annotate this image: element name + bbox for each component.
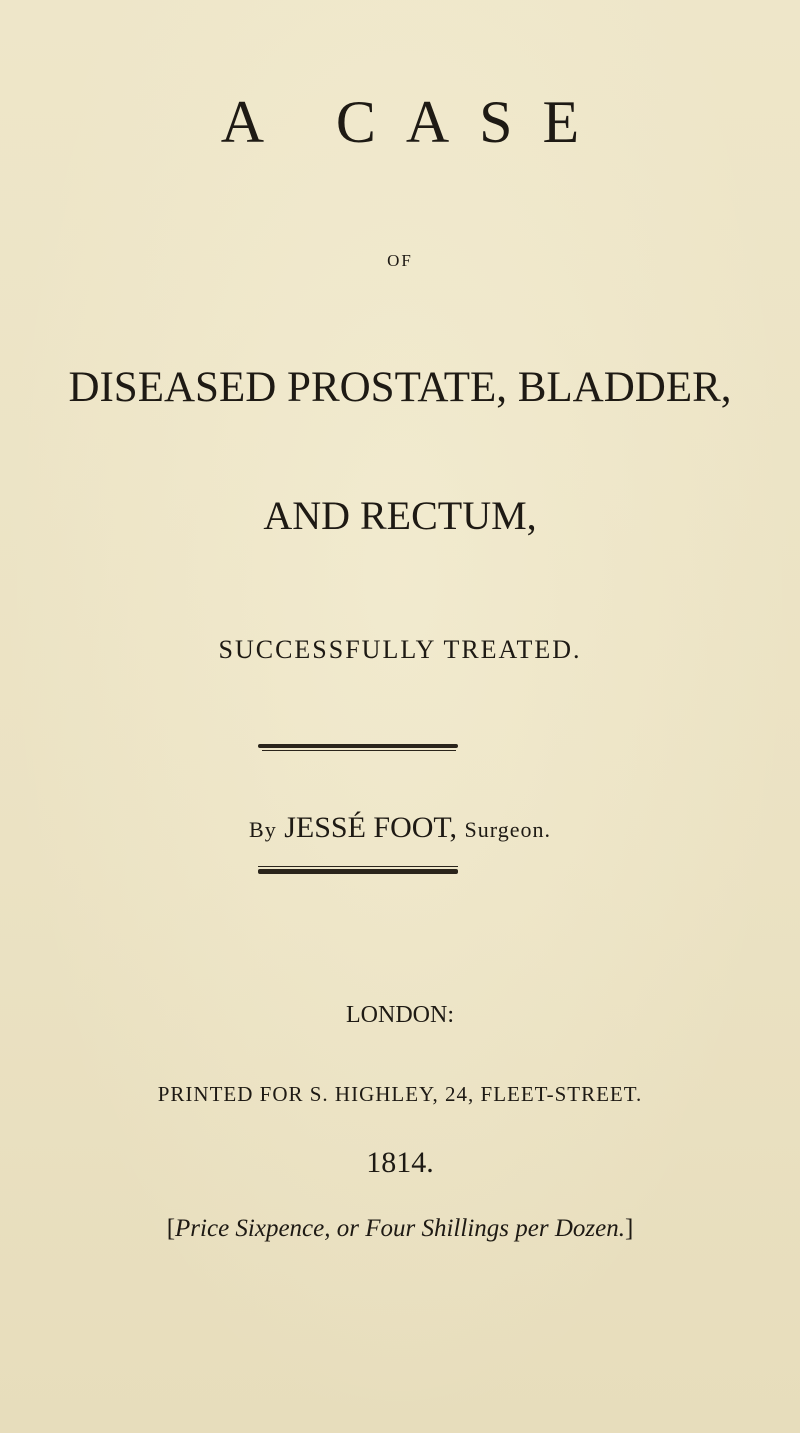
imprint-city: LONDON: [346, 1002, 454, 1028]
decorative-rule-top-thin [262, 750, 456, 751]
author-line [0, 813, 800, 843]
imprint-year: 1814. [366, 1146, 434, 1179]
price-bracket-open: [ [166, 1215, 176, 1242]
title-main-line-1: DISEASED PROSTATE, BLADDER, [68, 364, 732, 411]
title-of: OF [387, 251, 413, 270]
title-heading: A CASE [220, 89, 610, 155]
title-main-line-2: AND RECTUM, [263, 493, 537, 538]
price-note [0, 1216, 800, 1241]
subtitle: SUCCESSFULLY TREATED. [218, 635, 582, 664]
price-bracket-close: ] [624, 1215, 634, 1242]
price-text: Price Sixpence, or Four Shillings per Dozen. [175, 1215, 625, 1242]
decorative-rule-top [258, 744, 458, 748]
author-name: JESSÉ FOOT, [284, 811, 458, 844]
imprint-printer: PRINTED FOR S. HIGHLEY, 24, FLEET-STREET. [157, 1082, 643, 1106]
author-title: Surgeon. [464, 817, 551, 842]
decorative-rule-bottom [258, 869, 458, 874]
author-by: By [249, 817, 277, 842]
decorative-rule-bottom-thin [258, 866, 458, 867]
